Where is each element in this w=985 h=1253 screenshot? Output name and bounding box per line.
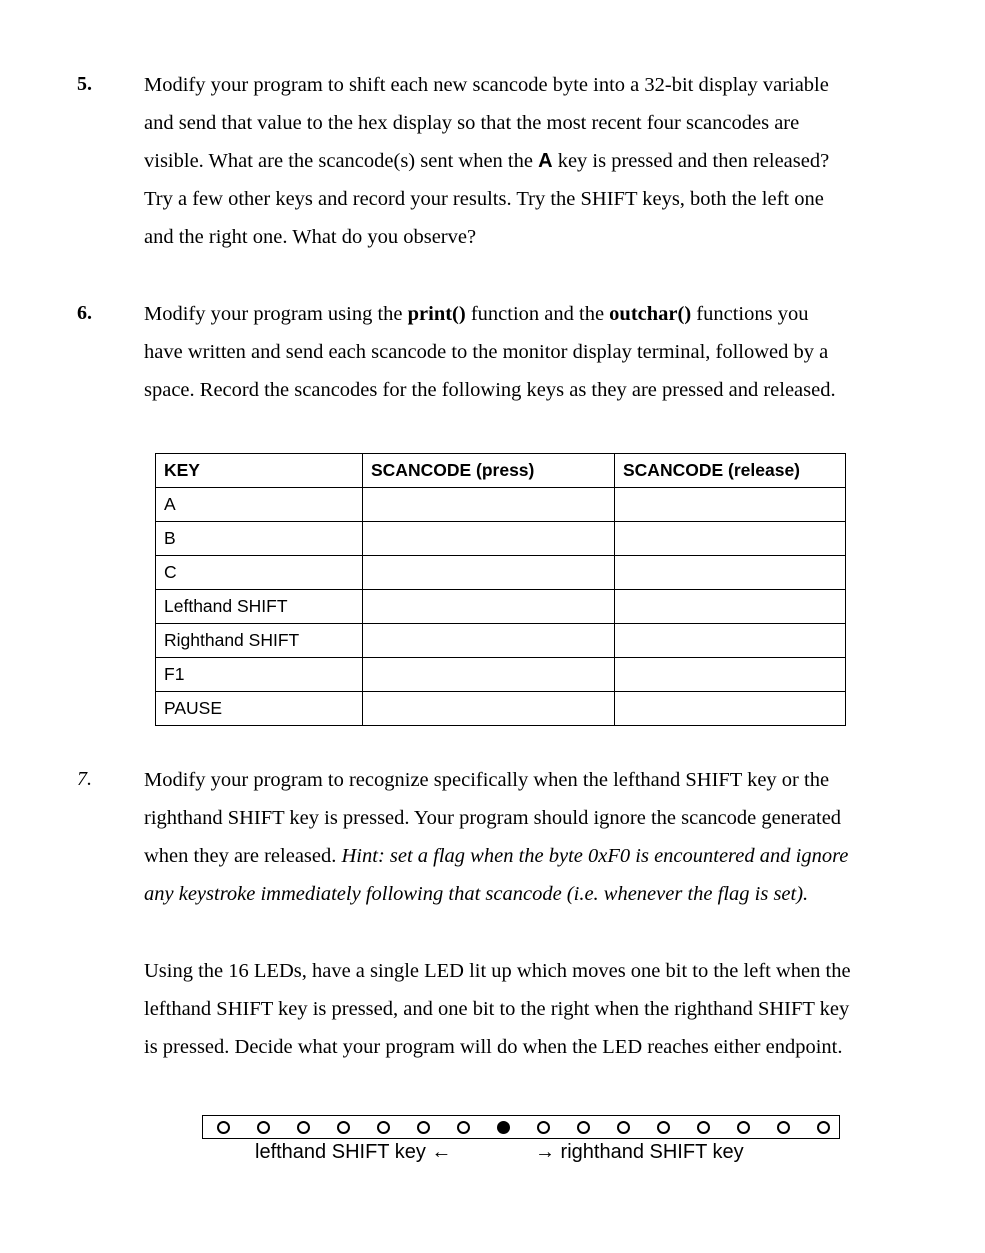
q6-line-2: have written and send each scancode to the monitor display terminal, followed by a — [144, 341, 829, 363]
table-row — [156, 522, 846, 556]
table-row — [156, 556, 846, 590]
q7-p2-line-1: Using the 16 LEDs, have a single LED lit up which moves one bit to the left when the — [144, 960, 851, 982]
press-cell — [363, 658, 615, 692]
question-6-text — [144, 295, 914, 409]
release-cell — [615, 624, 846, 658]
q6-line-1-post: functions you — [691, 303, 809, 325]
question-7-number: 7. — [77, 768, 92, 790]
led — [257, 1121, 270, 1134]
table-row — [156, 692, 846, 726]
right-shift-caption: → righthand SHIFT key — [535, 1141, 744, 1163]
q6-line-1 — [144, 295, 914, 333]
key-cell: A — [156, 488, 363, 522]
led — [417, 1121, 430, 1134]
question-5-number: 5. — [77, 73, 92, 95]
print-function: print() — [407, 303, 466, 325]
key-cell: B — [156, 522, 363, 556]
release-cell — [615, 658, 846, 692]
led — [297, 1121, 310, 1134]
led — [537, 1121, 550, 1134]
q5-line-3 — [144, 142, 914, 180]
table-row — [156, 590, 846, 624]
q7-line-4 — [144, 875, 914, 913]
press-cell — [363, 590, 615, 624]
key-cell: C — [156, 556, 363, 590]
key-cell: Righthand SHIFT — [156, 624, 363, 658]
press-cell — [363, 624, 615, 658]
q5-line-3-pre: visible. What are the scancode(s) sent when the — [144, 150, 539, 172]
scancode-table — [155, 453, 846, 726]
table-row — [156, 624, 846, 658]
q7-line-3-pre: when they are released. — [144, 845, 342, 867]
led-lit — [497, 1121, 510, 1134]
table-row — [156, 488, 846, 522]
press-cell — [363, 488, 615, 522]
release-cell — [615, 488, 846, 522]
q5-line-2: and send that value to the hex display so that the most recent four scancodes are — [144, 112, 800, 134]
outchar-function: outchar() — [609, 303, 692, 325]
release-cell — [615, 590, 846, 624]
q7-p2-line-2: lefthand SHIFT key is pressed, and one bit to the right when the righthand SHIFT key — [144, 998, 850, 1020]
key-cell: F1 — [156, 658, 363, 692]
led — [577, 1121, 590, 1134]
release-cell — [615, 522, 846, 556]
question-5-text — [144, 66, 914, 256]
led-row — [203, 1116, 839, 1138]
hint-text-cont: any keystroke immediately following that scancode (i.e. whenever the flag is set). — [144, 883, 809, 905]
q6-line-1-pre: Modify your program using the — [144, 303, 408, 325]
q6-line-3: space. Record the scancodes for the following keys as they are pressed and released. — [144, 379, 836, 401]
press-cell — [363, 556, 615, 590]
press-cell — [363, 522, 615, 556]
led — [817, 1121, 830, 1134]
led — [777, 1121, 790, 1134]
led — [617, 1121, 630, 1134]
table-row — [156, 658, 846, 692]
q5-line-5: and the right one. What do you observe? — [144, 226, 477, 248]
header-key: KEY — [156, 454, 363, 488]
q7-line-3 — [144, 837, 914, 875]
question-7-text — [144, 761, 914, 913]
q5-line-4: Try a few other keys and record your results. Try the SHIFT keys, both the left one — [144, 188, 824, 210]
q7-line-1: Modify your program to recognize specifically when the lefthand SHIFT key or the — [144, 769, 830, 791]
led — [657, 1121, 670, 1134]
led — [457, 1121, 470, 1134]
hint-text: Hint: set a flag when the byte 0xF0 is encountered and ignore — [341, 845, 849, 867]
left-shift-caption: lefthand SHIFT key ← — [255, 1141, 452, 1163]
header-press: SCANCODE (press) — [363, 454, 615, 488]
led — [697, 1121, 710, 1134]
led — [217, 1121, 230, 1134]
release-cell — [615, 556, 846, 590]
table-header-row — [156, 454, 846, 488]
q6-line-1-mid: function and the — [465, 303, 610, 325]
q5-line-1: Modify your program to shift each new scancode byte into a 32-bit display variable — [144, 74, 829, 96]
key-a-label: A — [538, 150, 553, 172]
q5-line-3-post: key is pressed and then released? — [552, 150, 830, 172]
header-release: SCANCODE (release) — [615, 454, 846, 488]
question-6-number: 6. — [77, 302, 92, 324]
key-cell: PAUSE — [156, 692, 363, 726]
release-cell — [615, 692, 846, 726]
q7-line-2: righthand SHIFT key is pressed. Your program should ignore the scancode generated — [144, 807, 842, 829]
led — [737, 1121, 750, 1134]
question-7-paragraph-2 — [144, 952, 914, 1066]
q7-p2-line-3: is pressed. Decide what your program will do when the LED reaches either endpoint. — [144, 1036, 843, 1058]
key-cell: Lefthand SHIFT — [156, 590, 363, 624]
press-cell — [363, 692, 615, 726]
led — [377, 1121, 390, 1134]
led — [337, 1121, 350, 1134]
led-strip — [202, 1115, 840, 1139]
